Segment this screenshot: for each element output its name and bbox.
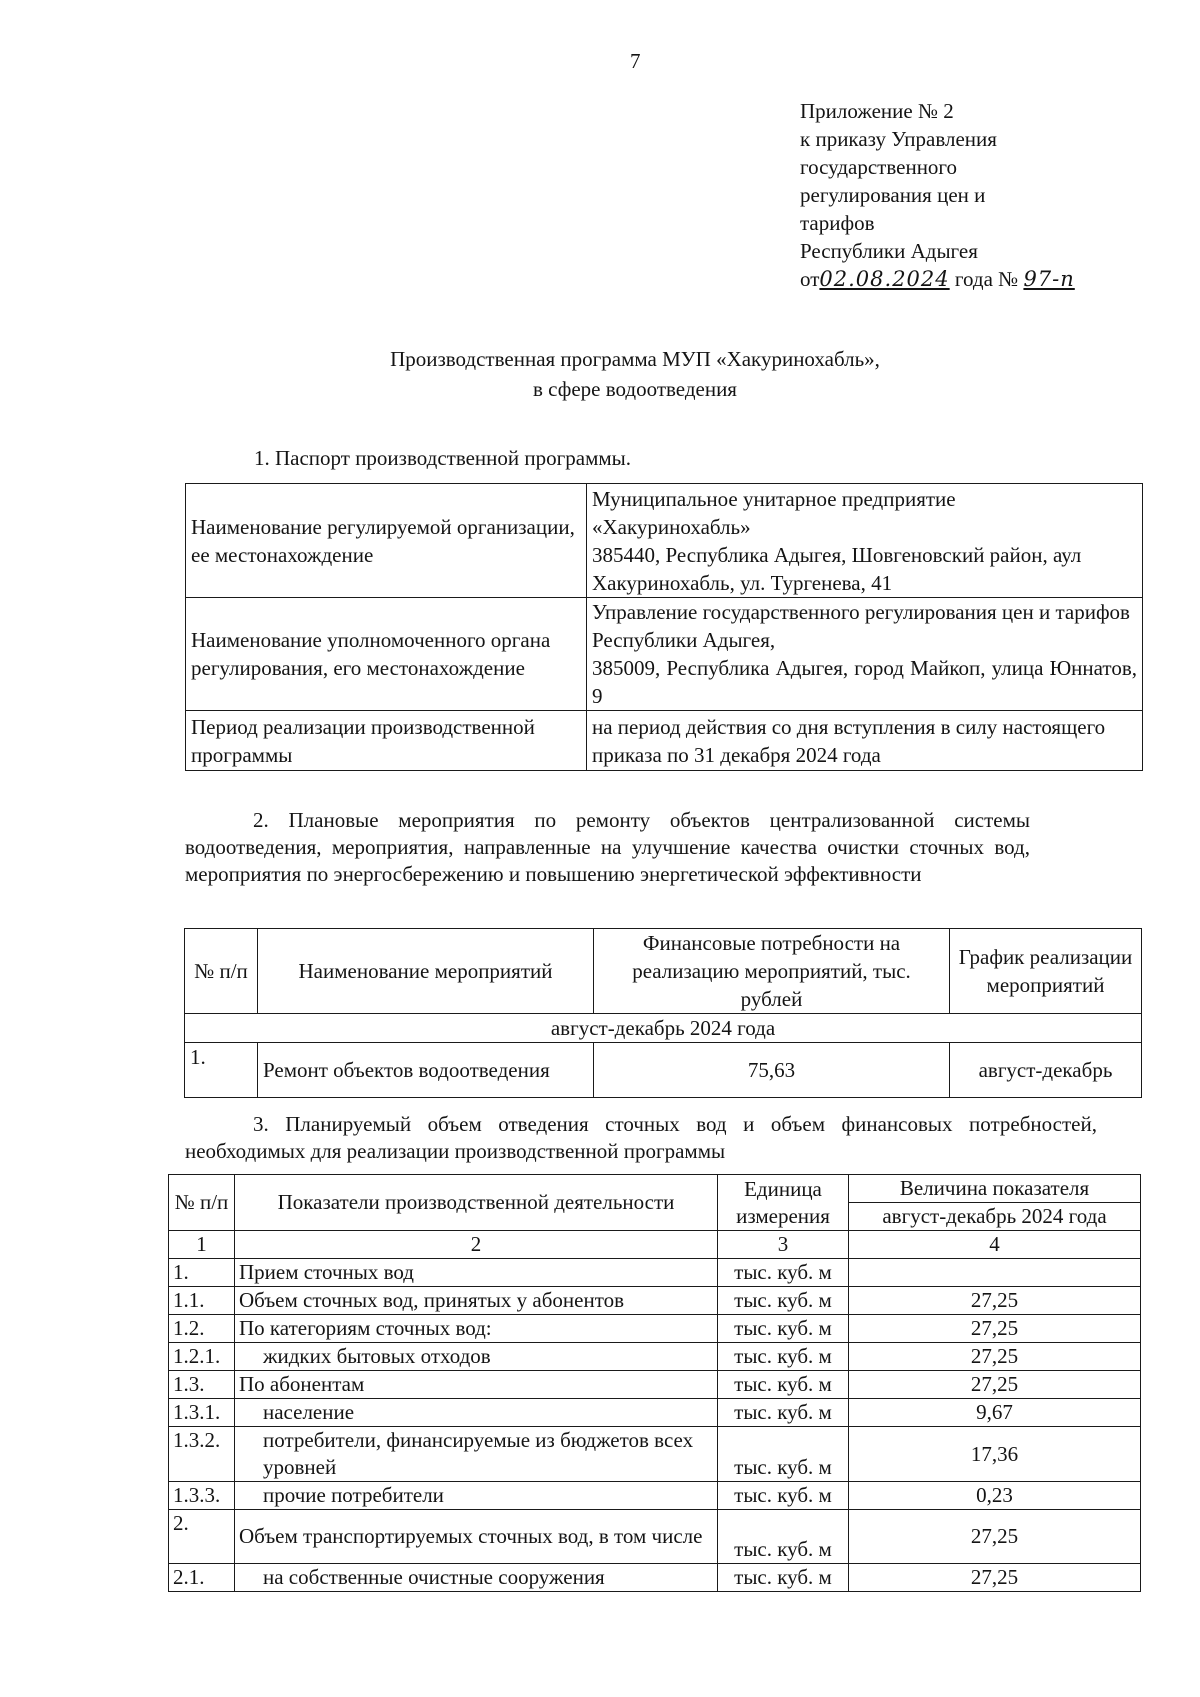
appendix-line: Приложение № 2: [800, 99, 954, 123]
cell-num: 1.2.1.: [169, 1343, 235, 1371]
table-row: [169, 1399, 1141, 1427]
header-indicator: Показатели производственной деятельности: [235, 1175, 718, 1231]
cell-name: на собственные очистные сооружения: [235, 1564, 718, 1592]
header-name: Наименование мероприятий: [258, 929, 594, 1014]
table-row: [169, 1482, 1141, 1510]
cell-num: 1.2.: [169, 1315, 235, 1343]
passport-label: Наименование уполномоченного органа регулирования, его местонахождение: [186, 598, 587, 711]
value-line: Муниципальное унитарное предприятие: [592, 486, 956, 511]
cell-unit: тыс. куб. м: [718, 1343, 849, 1371]
table-row: [169, 1371, 1141, 1399]
passport-value: [587, 598, 1143, 711]
cell-num: 1.: [185, 1043, 258, 1098]
table-row: [185, 1014, 1142, 1043]
table-row: [186, 598, 1143, 711]
column-number-row: [169, 1231, 1141, 1259]
cell-num: 1.3.3.: [169, 1482, 235, 1510]
cell-num: 2.: [169, 1510, 235, 1564]
cell-name: потребители, финансируемые из бюджетов всех уровней: [235, 1427, 718, 1482]
section3-heading-text: 3. Планируемый объем отведения сточных вод и объем финансовых потребностей, необходимых для реализации производственной программы: [185, 1112, 1097, 1163]
cell-num: 1.3.2.: [169, 1427, 235, 1482]
cell-value: 27,25: [849, 1343, 1141, 1371]
appendix-line: к приказу Управления: [800, 127, 997, 151]
cell-unit: тыс. куб. м: [718, 1564, 849, 1592]
title-line: Производственная программа МУП «Хакуринохабль»,: [390, 347, 880, 371]
cell-name: население: [235, 1399, 718, 1427]
cell-num: 1.: [169, 1259, 235, 1287]
cell-unit: тыс. куб. м: [718, 1399, 849, 1427]
section2-heading: [185, 807, 1030, 888]
value-line: Управление государственного регулирования цен и тарифов Республики Адыгея,: [592, 600, 1130, 652]
passport-label: Наименование регулируемой организации, ее местонахождение: [186, 484, 587, 598]
passport-label: Период реализации производственной программы: [186, 711, 587, 771]
cell-schedule: август-декабрь: [950, 1043, 1142, 1098]
period-row: август-декабрь 2024 года: [185, 1014, 1142, 1043]
table-row: [186, 484, 1143, 598]
date-mid: года №: [954, 267, 1019, 291]
cell-value: 9,67: [849, 1399, 1141, 1427]
table-row: [169, 1564, 1141, 1592]
cell-unit: тыс. куб. м: [718, 1287, 849, 1315]
table-row: [169, 1343, 1141, 1371]
table-row: [169, 1259, 1141, 1287]
cell-name: жидких бытовых отходов: [235, 1343, 718, 1371]
table-header-row: [169, 1175, 1141, 1203]
value-line: «Хакуринохабль»: [592, 514, 751, 539]
table-header-row: [185, 929, 1142, 1014]
table-row: [169, 1315, 1141, 1343]
appendix-block: [800, 97, 1075, 293]
col-number: 3: [718, 1231, 849, 1259]
cell-unit: тыс. куб. м: [718, 1427, 849, 1482]
cell-unit: тыс. куб. м: [718, 1510, 849, 1564]
header-schedule: График реализации мероприятий: [950, 929, 1142, 1014]
passport-value: на период действия со дня вступления в силу настоящего приказа по 31 декабря 2024 года: [587, 711, 1143, 771]
measures-table: [184, 928, 1142, 1098]
cell-value: 27,25: [849, 1371, 1141, 1399]
handwritten-date: 02.08.2024: [819, 267, 950, 291]
header-finance: Финансовые потребности на реализацию мероприятий, тыс. рублей: [594, 929, 950, 1014]
header-num: № п/п: [169, 1175, 235, 1231]
col-number: 4: [849, 1231, 1141, 1259]
cell-num: 1.3.: [169, 1371, 235, 1399]
section3-heading: [185, 1111, 1097, 1165]
header-value: Величина показателя: [849, 1175, 1141, 1203]
date-prefix: от: [800, 267, 820, 291]
header-num: № п/п: [185, 929, 258, 1014]
cell-unit: тыс. куб. м: [718, 1259, 849, 1287]
cell-num: 2.1.: [169, 1564, 235, 1592]
table-row: [169, 1510, 1141, 1564]
appendix-date-line: [800, 265, 1075, 293]
indicators-table: [168, 1174, 1141, 1592]
document-title: [0, 344, 1200, 404]
appendix-line: тарифов: [800, 211, 875, 235]
col-number: 1: [169, 1231, 235, 1259]
cell-value: 27,25: [849, 1287, 1141, 1315]
header-unit: Единица измерения: [718, 1175, 849, 1231]
cell-name: По абонентам: [235, 1371, 718, 1399]
cell-unit: тыс. куб. м: [718, 1482, 849, 1510]
cell-name: По категориям сточных вод:: [235, 1315, 718, 1343]
cell-finance: 75,63: [594, 1043, 950, 1098]
appendix-line: Республики Адыгея: [800, 239, 978, 263]
cell-name: Прием сточных вод: [235, 1259, 718, 1287]
section1-heading: 1. Паспорт производственной программы.: [254, 446, 632, 470]
cell-value: 27,25: [849, 1510, 1141, 1564]
cell-unit: тыс. куб. м: [718, 1371, 849, 1399]
handwritten-number: 97-п: [1023, 267, 1075, 291]
cell-name: Ремонт объектов водоотведения: [258, 1043, 594, 1098]
cell-name: Объем транспортируемых сточных вод, в том числе: [235, 1510, 718, 1564]
cell-value: 27,25: [849, 1564, 1141, 1592]
table-row: [169, 1287, 1141, 1315]
value-line: 385440, Республика Адыгея, Шовгеновский район, аул Хакуринохабль, ул. Тургенева, 41: [592, 542, 1082, 595]
appendix-line: регулирования цен и: [800, 183, 986, 207]
page-number: 7: [630, 49, 641, 73]
col-number: 2: [235, 1231, 718, 1259]
cell-name: Объем сточных вод, принятых у абонентов: [235, 1287, 718, 1315]
cell-value: 0,23: [849, 1482, 1141, 1510]
cell-value: 27,25: [849, 1315, 1141, 1343]
table-row: [185, 1043, 1142, 1098]
cell-value: 17,36: [849, 1427, 1141, 1482]
table-row: [169, 1427, 1141, 1482]
cell-name: прочие потребители: [235, 1482, 718, 1510]
title-line: в сфере водоотведения: [533, 377, 737, 401]
table-row: [186, 711, 1143, 771]
header-period: август-декабрь 2024 года: [849, 1203, 1141, 1231]
cell-num: 1.1.: [169, 1287, 235, 1315]
section2-heading-text: 2. Плановые мероприятия по ремонту объектов централизованной системы водоотведения, мероприятия, направленные на улучшение качества очистки сточных вод, мероприятия по энергосбережению и повышению энергетической эффективности: [185, 808, 1030, 886]
passport-value: [587, 484, 1143, 598]
passport-table: [185, 483, 1143, 771]
value-line: 385009, Республика Адыгея, город Майкоп, улица Юннатов, 9: [592, 656, 1137, 708]
cell-unit: тыс. куб. м: [718, 1315, 849, 1343]
appendix-line: государственного: [800, 155, 958, 179]
cell-num: 1.3.1.: [169, 1399, 235, 1427]
cell-value: [849, 1259, 1141, 1287]
